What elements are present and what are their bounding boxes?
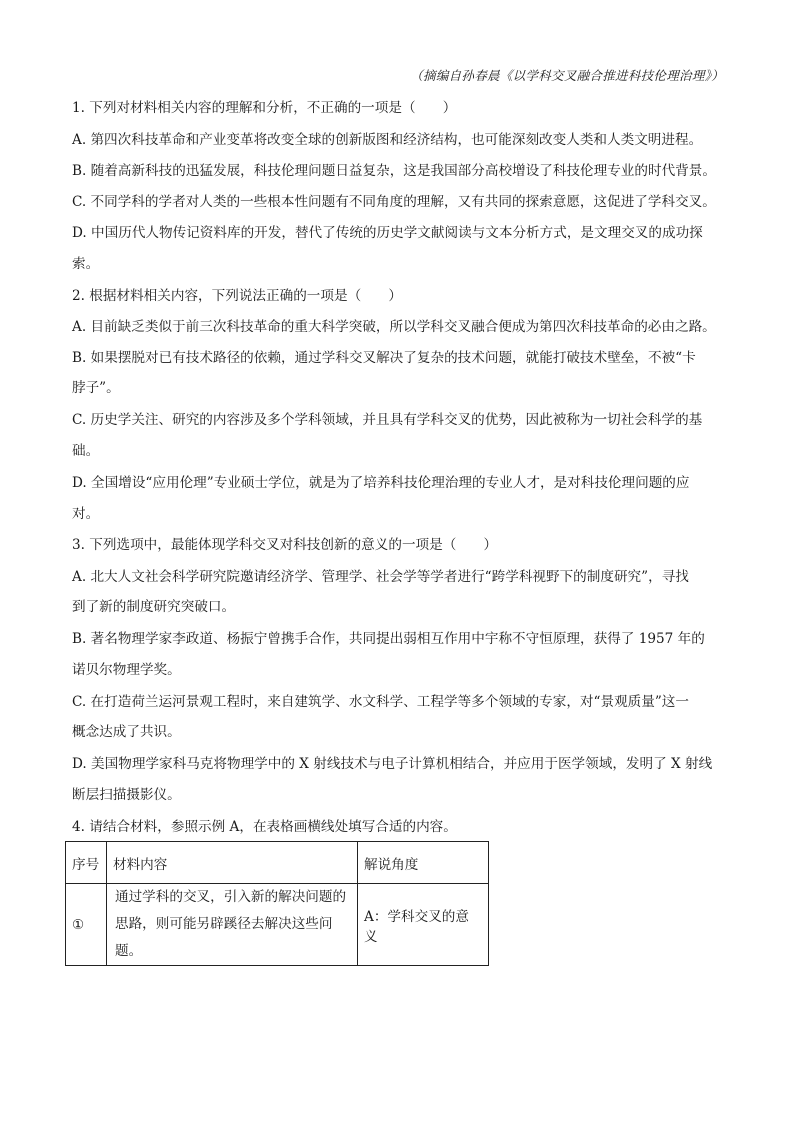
row-index: ① <box>66 884 107 966</box>
header-index: 序号 <box>66 842 107 884</box>
question-3-stem: 3. 下列选项中，最能体现学科交叉对科技创新的意义的一项是（ ） <box>72 537 498 553</box>
question-2-option-b-cont: 脖子”。 <box>72 380 120 396</box>
question-4-stem: 4. 请结合材料，参照示例 A，在表格画横线处填写合适的内容。 <box>72 819 457 835</box>
header-content: 材料内容 <box>107 842 358 884</box>
question-1-option-d-cont: 索。 <box>72 256 100 272</box>
question-2-option-b: B. 如果摆脱对已有技术路径的依赖，通过学科交叉解决了复杂的技术问题，就能打破技术壁垒，不被“卡 <box>72 350 696 366</box>
question-3-option-d-cont: 断层扫描摄影仪。 <box>72 787 181 803</box>
answer-table <box>65 841 489 966</box>
table-header-row <box>66 842 489 884</box>
question-3-option-a-cont: 到了新的制度研究突破口。 <box>72 599 236 615</box>
question-1-stem: 1. 下列对材料相关内容的理解和分析，不正确的一项是（ ） <box>72 100 457 116</box>
question-3-option-a: A. 北大人文社会科学研究院邀请经济学、管理学、社会学等学者进行“跨学科视野下的制度研究”，寻找 <box>72 569 689 585</box>
row-content-line-1: 通过学科的交叉，引入新的解决问题的 <box>115 889 347 905</box>
question-3-option-b-cont: 诺贝尔物理学奖。 <box>72 662 181 678</box>
row-angle: A：学科交叉的意义 <box>358 884 489 966</box>
question-3-option-c: C. 在打造荷兰运河景观工程时，来自建筑学、水文科学、工程学等多个领域的专家，对“景观质量”这一 <box>72 694 689 710</box>
question-2-option-c-cont: 础。 <box>72 443 100 459</box>
question-3-option-c-cont: 概念达成了共识。 <box>72 724 181 740</box>
question-2-option-d: D. 全国增设“应用伦理”专业硕士学位，就是为了培养科技伦理治理的专业人才，是对科技伦理问题的应 <box>72 475 690 491</box>
question-3-option-b: B. 著名物理学家李政道、杨振宁曾携手合作，共同提出弱相互作用中宇称不守恒原理，获得了 1957 年的 <box>72 631 705 647</box>
question-1-option-c: C. 不同学科的学者对人类的一些根本性问题有不同角度的理解，又有共同的探索意愿，这促进了学科交叉。 <box>72 194 716 210</box>
question-1-option-a: A. 第四次科技革命和产业变革将改变全球的创新版图和经济结构，也可能深刻改变人类和人类文明进程。 <box>72 132 703 148</box>
question-3-option-d: D. 美国物理学家科马克将物理学中的 X 射线技术与电子计算机相结合，并应用于医学领域，发明了 X 射线 <box>72 756 713 772</box>
row-content <box>107 884 358 966</box>
question-2-option-a: A. 目前缺乏类似于前三次科技革命的重大科学突破，所以学科交叉融合便成为第四次科技革命的必由之路。 <box>72 319 716 335</box>
question-2-stem: 2. 根据材料相关内容，下列说法正确的一项是（ ） <box>72 288 402 304</box>
table-row <box>66 884 489 966</box>
question-2-option-c: C. 历史学关注、研究的内容涉及多个学科领域，并且具有学科交叉的优势，因此被称为一切社会科学的基 <box>72 412 703 428</box>
row-content-line-2: 思路，则可能另辟蹊径去解决这些问题。 <box>115 916 333 959</box>
header-angle: 解说角度 <box>358 842 489 884</box>
source-citation: （摘编自孙春晨《以学科交叉融合推进科技伦理治理》） <box>410 68 724 83</box>
question-1-option-b: B. 随着高新科技的迅猛发展，科技伦理问题日益复杂，这是我国部分高校增设了科技伦理专业的时代背景。 <box>72 163 716 179</box>
question-2-option-d-cont: 对。 <box>72 506 100 522</box>
question-1-option-d: D. 中国历代人物传记资料库的开发，替代了传统的历史学文献阅读与文本分析方式，是文理交叉的成功探 <box>72 225 703 241</box>
